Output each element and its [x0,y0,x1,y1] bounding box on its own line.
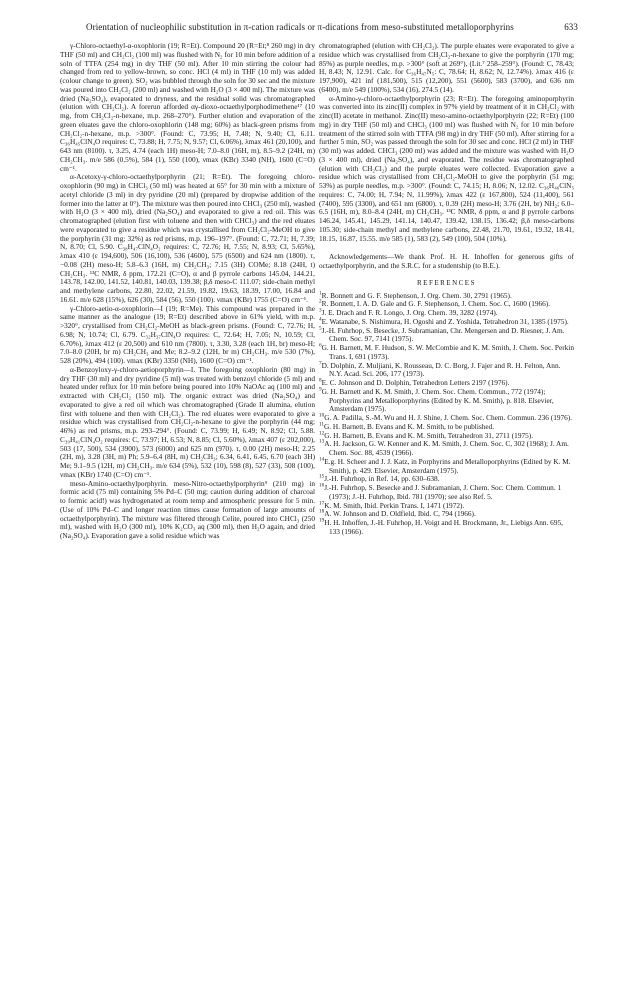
reference-number: 15 [319,473,325,480]
paragraph-chloro-oxophlorin: γ-Chloro-octaethyl-α-oxophlorin (19; R=Et). Compound 20 (R=Et;⁸ 260 mg) in dry THF (50 ml) and CH₂Cl₂ (100 ml) was flushed with N₂ for 10 min before addition of a soln of TTFA (254 mg) in dry THF (50 ml). After 10 min stirring the colour had changed from red to yellow-brown, so conc. HCl (4 ml) in THF (10 ml) was added (colour change to green). SO₂ was bubbled through the soln for 30 sec and the mixture was poured into CH₂Cl₂ (200 ml) and washed with H₂O (3 × 400 ml). The mixture was dried (Na₂SO₄), evaporated to dryness, and the residual solid was chromatographed (elution with CH₂Cl₂). A forerun afforded αγ-dioxo-octaethylporphodimethene¹⁷ (10 mg, from CH₂Cl₂-n-hexane, m.p. 268–270°). Further elution and evaporation of the green eluates gave the chloro-oxophlorin (148 mg; 60%) as black-green prisms from CH₂Cl₂-n-hexane, m.p. >300°. (Found: C, 73.95; H, 7.48; N, 9.40; Cl, 6.11. C₃₆H₄₅ClN₄O requires: C, 73.88; H, 7.75; N, 9.57; Cl, 6.06%), λmax 461 (20,100), and 643 nm (8100). τ, 3.25, 4.74 (each 1H) meso-H; 7.0–8.0 (16H, m), 8.5–9.2 (24H, m) CH₂CH₃. m/e 586 (0.5%), 584 (1), 550 (100), νmax (KBr) 3340 (NH), 1600 (C=O) cm⁻¹. [60,41,315,173]
paragraph-chloro-aetio-oxophlorin: γ-Chloro-aetio-α-oxophlorin—I (19; R=Me). This compound was prepared in the same manner as the analogue (19; R=Et) described above in 61% yield, with m.p. >320°, crystallised from CH₂Cl₂-MeOH as black-green prisms. (Found: C, 72.76; H, 6.98; N, 10.74; Cl, 6.79. C₃₂H₃₇ClN₄O requires: C, 72.64; H, 7.05; N, 10.59; Cl, 6.70%), λmax 412 (ε 20,500) and 610 nm (7800). τ, 3.30, 3.28 (each 1H, br) meso-H; 7.0–8.0 (20H, br m) CH₂CH₃ and Me; 8.2–9.2 (12H, br m) CH₂CH₃. m/e 530 (7%), 528 (20%), 494 (100). νmax (KBr) 3350 (NH), 1600 (C=O) cm⁻¹. [60,303,315,365]
left-column [60,42,315,541]
reference-item [319,458,574,476]
reference-text: J.-H. Fuhrhop, S. Besecke, J. Subramanian, Chr. Mengersen and D. Riesner, J. Am. Chem. Soc. 97, 7141 (1975). [321,325,565,344]
reference-number: 19 [319,517,325,524]
reference-number: 14 [319,456,325,463]
reference-item [319,388,574,414]
references-heading: REFERENCES [417,278,476,287]
right-column [319,42,574,537]
reference-text: A. H. Jackson, G. W. Kenner and K. M. Smith, J. Chem. Soc. C, 302 (1968); J. Am. Chem. Soc. 88, 4539 (1966). [324,439,569,457]
reference-text: J. E. Drach and F. R. Longo, J. Org. Chem. 39, 3282 (1974). [321,308,498,317]
reference-text: E. Watanabe, S. Nishimura, H. Ogoshi and Z. Yoshida, Tetrahedron 31, 1385 (1975). [321,316,569,326]
acknowledgements: Acknowledgements—We thank Prof. H. H. Inhoffen for generous gifts of octaethylporphyrin, and the S.R.C. for a studentship (to B.E.). [319,252,574,270]
reference-item [319,344,574,362]
paragraph-meso-amino: meso-Amino-octaethylporphyrin. meso-Nitro-octaethylporphyrin⁹ (210 mg) in formic acid (75 ml) containing 5% Pd–C (50 mg; caution during addition of charcoal to formic acid!) was hydrogenated at room temp and atmospheric pressure for 5 min. (Use of 10% Pd–C and longer reaction times cause formation of large amounts of octaethylporphyrin). The mixture was filtered through Celite, poured into CHCl₃ (250 ml), washed with H₂O (300 ml), 10% K₂CO₃ aq (300 ml), then H₂O again, and dried (Na₂SO₄). Evaporation gave a solid residue which was [60,478,315,540]
reference-text: E. C. Johnson and D. Dolphin, Tetrahedron Letters 2197 (1976). [321,378,510,387]
reference-number: 9 [319,386,322,393]
reference-text: G. A. Padilla, S.-M. Wu and H. J. Shine, J. Chem. Soc. Chem. Commun. 236 (1976). [324,413,573,422]
reference-number: 2 [319,298,322,305]
reference-number: 1 [319,290,322,297]
paragraph-acetoxy-porphyrin: α-Acetoxy-γ-chloro-octaethylporphyrin (21; R=Et). The foregoing chloro-oxophlorin (90 mg) in CHCl₃ (50 ml) was heated at 65° for 30 min with a mixture of acetyl chloride (3 ml) in dry pyridine (20 ml) (prepared by dropwise addition of the former into the latter at 0°). The mixture was then poured into CHCl₃ (250 ml), washed with H₂O (3 × 400 ml), dried (Na₂SO₄) and evaporated to give a red oil. This was chromatographed (elution first with toluene and then with CHCl₃) and the red eluates were evaporated to give a residue which was crystallised from CH₂Cl₂-MeOH to give the porphyrin (31 mg; 32%) as red prisms, m.p. 196–197°. (Found: C, 72.71; H, 7.39; N, 8.70; Cl, 5.90. C₃₈H₄₇ClN₄O₂ requires: C, 72.76; H, 7.55; N, 8.93; Cl, 5.65%), λmax 410 (ε 194,600), 506 (16,100), 536 (4600), 575 (6500) and 624 nm (1800). τ, −0.08 (2H) meso-H; 5.8–6.3 (16H, m) CH₂CH₃; 7.15 (3H) COMe; 8.18 (24H, t) CH₂CH₃. ¹³C NMR, δ ppm, 172.21 (C=O), α and β pyrrole carbons 145.04, 144.21, 143.78, 142.00, 141.52, 140.81, 140.03, 139.38; β,δ meso-C 111.07; side-chain methyl and methylene carbons, 22.80, 22.02, 21.59, 19.82, 19.63, 18.39, 17.00, 16.84 and 16.61. m/e 628 (15%), 626 (30), 584 (56), 550 (100). νmax (KBr) 1755 (C=O) cm⁻¹. [60,172,315,304]
reference-number: 12 [319,430,325,437]
reference-text: J.-H. Fuhrhop, S. Besecke and J. Subramanian, J. Chem. Soc. Chem. Commun. 1 (1973); J.-H. Fuhrhop, Ibid. 781 (1970); see also Ref. 5. [324,483,562,501]
reference-number: 17 [319,500,325,507]
page-number: 633 [564,22,578,32]
reference-number: 5 [319,325,322,332]
reference-text: K. M. Smith, Ibid. Perkin Trans. I, 1471 (1972). [324,500,465,510]
reference-text: R. Bonnett and G. F. Stephenson, J. Org. Chem. 30, 2791 (1965). [321,290,512,300]
paragraph-benzoyloxy-porphyrin: α-Benzoyloxy-γ-chloro-aetioporphyrin—I. The foregoing oxophlorin (80 mg) in dry THF (30 ml) and dry pyridine (5 ml) was treated with benzoyl chloride (5 ml) and heated under reflux for 10 min before being poured into 10% NaOAc aq (100 ml) and extracted with CH₂Cl₂ (150 ml). The organic extract was dried (Na₂SO₄) and evaporated to give a red oil which was chromatographed (Grade II alumina, elution first with toluene and then with CH₂Cl₂). The red eluates were evaporated to give a residue which was crystallised from CH₂Cl₂-n-hexane to give the porphyrin (44 mg; 46%) as red prisms, m.p. 293–294°. (Found: C, 73.99; H, 6.49; N, 8.92; Cl, 5.88. C₃₉H₄₁ClN₄O₂ requires: C, 73.97; H, 6.53; N, 8.85; Cl, 5.60%), λmax 407 (ε 202,000), 503 (17, 500), 534 (3900), 573 (6000) and 625 nm (970). τ, 0.00 (2H) meso-H; 2.25 (2H, m), 3.28 (3H, m) Ph; 5.9–6.4 (8H, m) CH₂CH₃; 6.34, 6.41, 6.45, 6.70 (each 3H) Me; 9.1–9.5 (12H, m) CH₂CH₃. m/e 634 (5%), 532 (10), 598 (8), 527 (33), 508 (100), νmax (KBr) 1740 (C=O) cm⁻¹. [60,364,315,479]
references-list [319,292,574,537]
paragraph-continuation: chromatographed (elution with CH₂Cl₂). The purple eluates were evaporated to give a residue which was crystallised from CH₂Cl₂-n-hexane to give the porphyrin (170 mg; 85%) as purple needles, m.p. >300° (soft at 269°), (Lit.⁷ 258–259°). (Found: C, 78.43; H, 8.43; N, 12.91. Calc. for C₃₆H₄₇N₅: C, 78.64; H, 8.62; N, 12.74%). λmax 416 (ε 197,900), 421 inf (181,500), 515 (12,200), 551 (5600), 583 (3700), and 636 nm (6400), m/e 549 (100%), 534 (16), 274.5 (14). [319,41,574,94]
reference-text: G. H. Barnett and K. M. Smith, J. Chem. Soc. Chem. Commun., 772 (1974); Porphyrins and Metalloporphyrins (Edited by K. M. Smith), p. 818. Elsevier, Amsterdam (1975). [321,386,554,414]
running-title: Orientation of nucleophilic substitution in π-cation radicals or π-dications from meso-substituted metalloporphyrins [86,22,514,32]
reference-item [319,519,574,537]
paragraph-amino-chloro-porphyrin: α-Amino-γ-chloro-octaethylporphyrin (23; R=Et). The foregoing aminoporphyrin was converted into its zinc(II) complex in 97% yield by treatment of it in CH₂Cl₂ with zinc(II) acetate in methanol. Zinc(II) meso-amino-octaethylporphyrin (22; R=Et) (100 mg) in dry THF (50 ml) and CHCl₃ (100 ml) was flushed with N₂ for 10 min before treatment of the stirred soln with TTFA (98 mg) in dry THF (50 ml). After stirring for a further 5 min, SO₂ was passed through the soln for 30 sec and conc. HCl (2 ml) in THF (30 ml) was added. CHCl₃ (200 ml) was added and the mixture was washed with H₂O (3 × 400 ml), dried (Na₂SO₄), and evaporated. The residue was chromatographed (elution with CH₂Cl₂) and the purple eluates were collected. Evaporation gave a residue which was crystallised from CH₂Cl₂-MeOH to give the porphyrin (51 mg; 53%) as purple needles, m.p. >300°. (Found: C, 74.15; H, 8.06; N, 12.02. C₃₆H₄₆ClN₅ requires: C, 74.00; H, 7.94; N, 11.99%), λmax 422 (ε 167,800), 524 (11,400), 561 (7400), 595 (3300), and 651 nm (6800). τ, 0.39 (2H) meso-H; 3.76 (2H, br) NH₂; 6.0–6.5 (16H, m), 8.0–8.4 (24H, m) CH₂CH₃. ¹³C NMR, δ ppm, α and β pyrrole carbons 146.24, 145.41, 145.29, 141.14, 140.47, 139.42, 138.15, 136.42; β,δ meso-carbons 105.30; side-chain methyl and methylene carbons, 22.48, 21.70, 19.61, 19.32, 18.41, 18.15, 16.87, 15.55. m/e 585 (1), 583 (2), 549 (100), 504 (10%). [319,93,574,243]
reference-number: 13 [319,438,325,445]
reference-text: J.-H. Fuhrhop, in Ref. 14, pp. 630–638. [324,474,440,484]
reference-text: D. Dolphin, Z. Muljiani, K. Rousseau, D. C. Borg, J. Fajer and R. H. Felton, Ann. N.Y. Acad. Sci. 206, 177 (1973). [321,360,561,379]
reference-number: 16 [319,482,325,489]
reference-item [319,327,574,345]
reference-number: 8 [319,377,322,384]
reference-text: G. H. Barnett, M. F. Hudson, S. W. McCombie and K. M. Smith, J. Chem. Soc. Perkin Trans. I, 691 (1973). [321,343,574,361]
reference-number: 4 [319,316,322,323]
reference-item [319,440,574,458]
reference-number: 7 [319,360,322,367]
reference-number: 6 [319,342,322,349]
reference-text: R. Bonnett, I. A. D. Gale and G. F. Stephenson, J. Chem. Soc. C, 1600 (1966). [321,299,551,309]
reference-text: G. H. Barnett, B. Evans and K. M. Smith, Tetrahedron 31, 2711 (1975). [324,430,534,440]
reference-item [319,484,574,502]
reference-number: 10 [319,412,325,419]
reference-number: 18 [319,508,325,515]
reference-text: A. W. Johnson and D. Oldfield, Ibid. C, 794 (1966). [324,509,476,519]
reference-text: H. H. Inhoffen, J.-H. Fuhrhop, H. Voigt and H. Brockmann, Jr., Liebigs Ann. 695, 133 (1966). [324,518,563,536]
reference-text: G. H. Barnett, B. Evans and K. M. Smith, to be published. [324,421,495,431]
reference-number: 3 [319,307,322,314]
reference-text: E.g. H. Scheer and J. J. Katz, in Porphyrins and Metalloporphyrins (Edited by K. M. Smith), p. 429. Elsevier, Amsterdam (1975). [324,456,571,475]
reference-item [319,362,574,380]
reference-number: 11 [319,421,324,428]
